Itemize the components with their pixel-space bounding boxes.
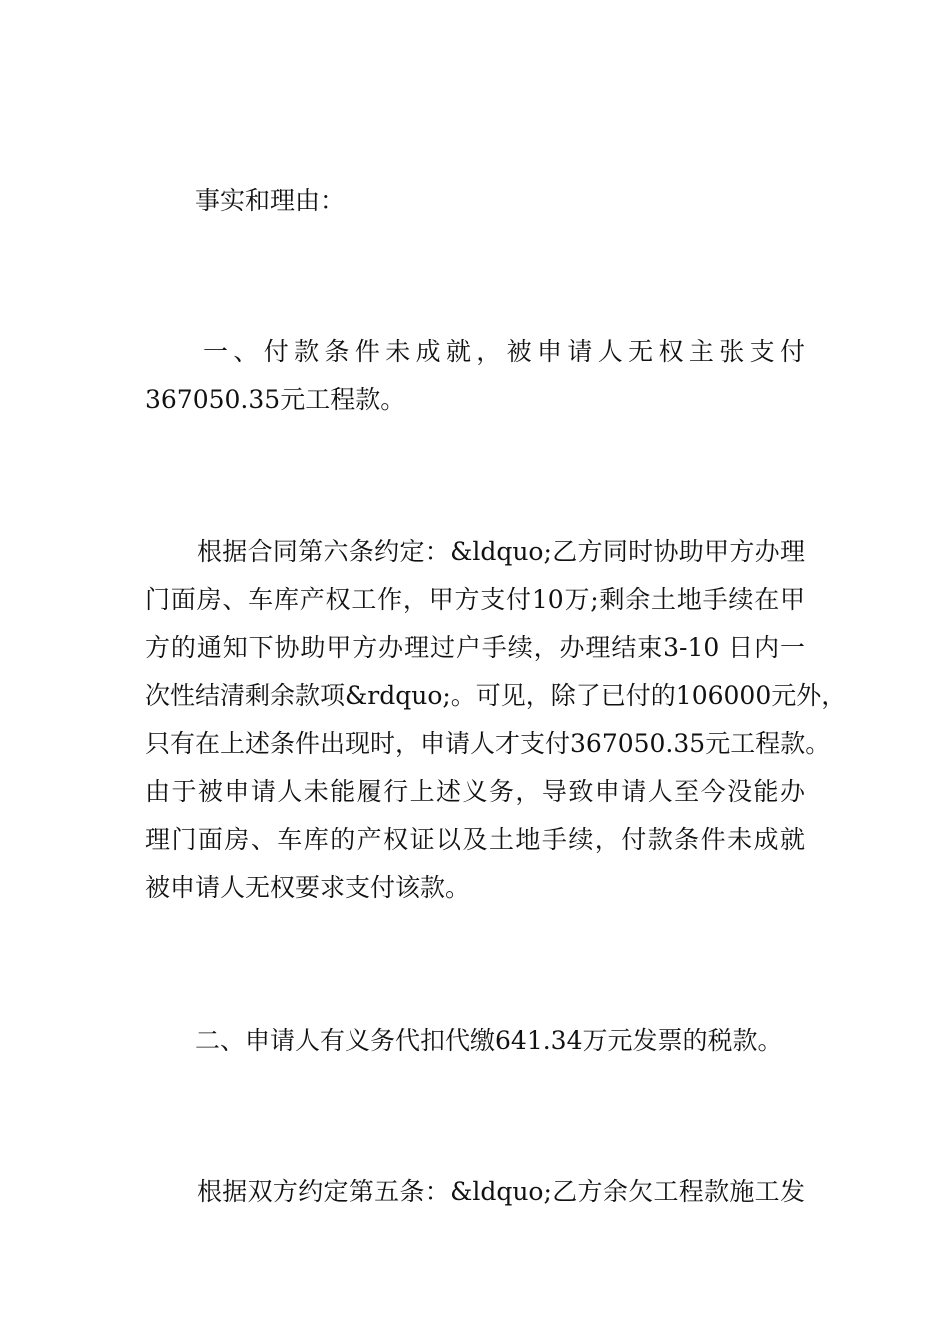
- section-1-paragraph-line: 次性结清剩余款项&rdquo;。可见，除了已付的106000元外，: [145, 681, 847, 710]
- section-1-paragraph-line: 由于被申请人未能履行上述义务，导致申请人至今没能办: [145, 777, 805, 806]
- facts-heading: 事实和理由：: [195, 186, 346, 215]
- section-1-paragraph-line: 理门面房、车库的产权证以及土地手续，付款条件未成就: [145, 825, 805, 854]
- section-2-paragraph-line: 根据双方约定第五条：&ldquo;乙方余欠工程款施工发: [197, 1177, 805, 1206]
- section-1-paragraph-line: 被申请人无权要求支付该款。: [145, 873, 471, 902]
- section-1-paragraph-line: 根据合同第六条约定：&ldquo;乙方同时协助甲方办理: [197, 537, 805, 566]
- section-1-paragraph-line: 只有在上述条件出现时，申请人才支付367050.35元工程款。: [145, 729, 831, 758]
- section-1-title-line-2: 367050.35元工程款。: [145, 385, 406, 414]
- section-2-title: 二、申请人有义务代扣代缴641.34万元发票的税款。: [195, 1026, 783, 1055]
- section-1-paragraph-line: 方的通知下协助甲方办理过户手续，办理结束3-10 日内一: [145, 633, 805, 662]
- section-1-paragraph-line: 门面房、车库产权工作，甲方支付10万;剩余土地手续在甲: [145, 585, 805, 614]
- section-1-title-line-1: 一、付款条件未成就，被申请人无权主张支付: [203, 337, 805, 366]
